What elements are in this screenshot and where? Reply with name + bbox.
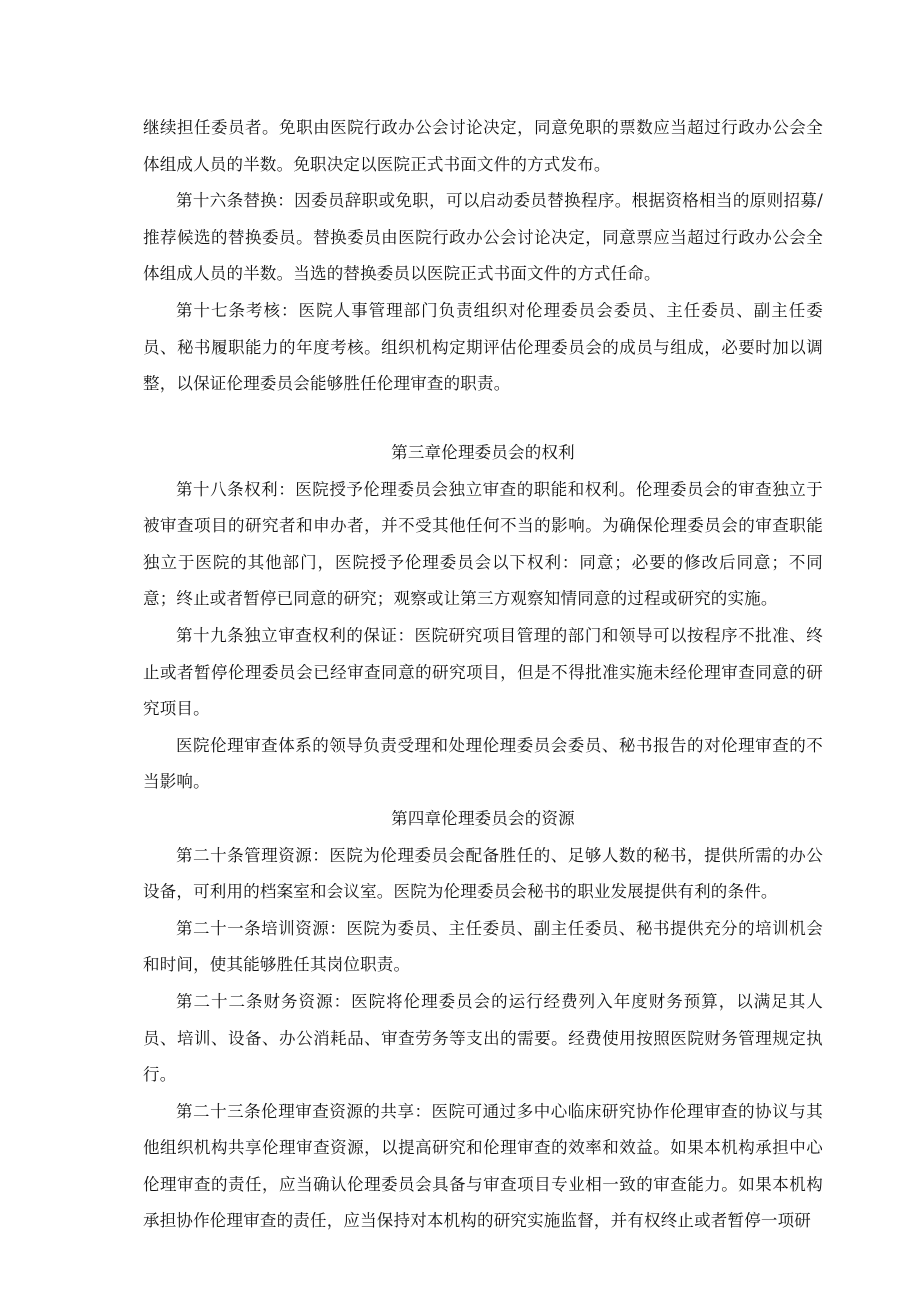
chapter-3-heading: 第三章伦理委员会的权利: [391, 443, 575, 462]
article-16-replacement: 第十六条替换：因委员辞职或免职，可以启动委员替换程序。根据资格相当的原则招募/推荐候选的替换委员。替换委员由医院行政办公会讨论决定，同意票应当超过行政办公会全体组成人员的半数。当选的替换委员以医院正式书面文件的方式任命。: [143, 191, 823, 284]
article-19-supplement: 医院伦理审查体系的领导负责受理和处理伦理委员会委员、秘书报告的对伦理审查的不当影响。: [143, 735, 823, 792]
chapter-4-heading: 第四章伦理委员会的资源: [391, 808, 575, 828]
paragraph-continued: 继续担任委员者。免职由医院行政办公会讨论决定，同意免职的票数应当超过行政办公会全体组成人员的半数。免职决定以医院正式书面文件的方式发布。: [143, 118, 823, 174]
article-17-assessment: 第十七条考核：医院人事管理部门负责组织对伦理委员会委员、主任委员、副主任委员、秘书履职能力的年度考核。组织机构定期评估伦理委员会的成员与组成，必要时加以调整，以保证伦理委员会能够胜任伦理审查的职责。: [143, 300, 823, 394]
article-20-management-resources: 第二十条管理资源：医院为伦理委员会配备胜任的、足够人数的秘书，提供所需的办公设备，可利用的档案室和会议室。医院为伦理委员会秘书的职业发展提供有利的条件。: [143, 845, 823, 902]
article-21-training-resources: 第二十一条培训资源：医院为委员、主任委员、副主任委员、秘书提供充分的培训机会和时间，使其能够胜任其岗位职责。: [143, 918, 823, 975]
text-block-upper: [143, 110, 823, 403]
article-23-resource-sharing: 第二十三条伦理审查资源的共享：医院可通过多中心临床研究协作伦理审查的协议与其他组织机构共享伦理审查资源，以提高研究和伦理审查的效率和效益。如果本机构承担中心伦理审查的责任，应当确认伦理委员会具备与审查项目专业相一致的审查能力。如果本机构承担协作伦理审查的责任，应当保持对本机构的研究实施监督，并有权终止或者暂停一项研: [143, 1101, 823, 1231]
article-18-rights: 第十八条权利：医院授予伦理委员会独立审查的职能和权利。伦理委员会的审查独立于被审查项目的研究者和申办者，并不受其他任何不当的影响。为确保伦理委员会的审查职能独立于医院的其他部门，医院授予伦理委员会以下权利：同意；必要的修改后同意；不同意；终止或者暂停已同意的研究；观察或让第三方观察知情同意的过程或研究的实施。: [143, 479, 823, 609]
article-22-financial-resources: 第二十二条财务资源：医院将伦理委员会的运行经费列入年度财务预算，以满足其人员、培训、设备、办公消耗品、审查劳务等支出的需要。经费使用按照医院财务管理规定执行。: [143, 991, 823, 1085]
article-19-independence: 第十九条独立审查权利的保证：医院研究项目管理的部门和领导可以按程序不批准、终止或者暂停伦理委员会已经审查同意的研究项目，但是不得批准实施未经伦理审查同意的研究项目。: [143, 625, 823, 719]
text-block-lower: [143, 435, 823, 1240]
